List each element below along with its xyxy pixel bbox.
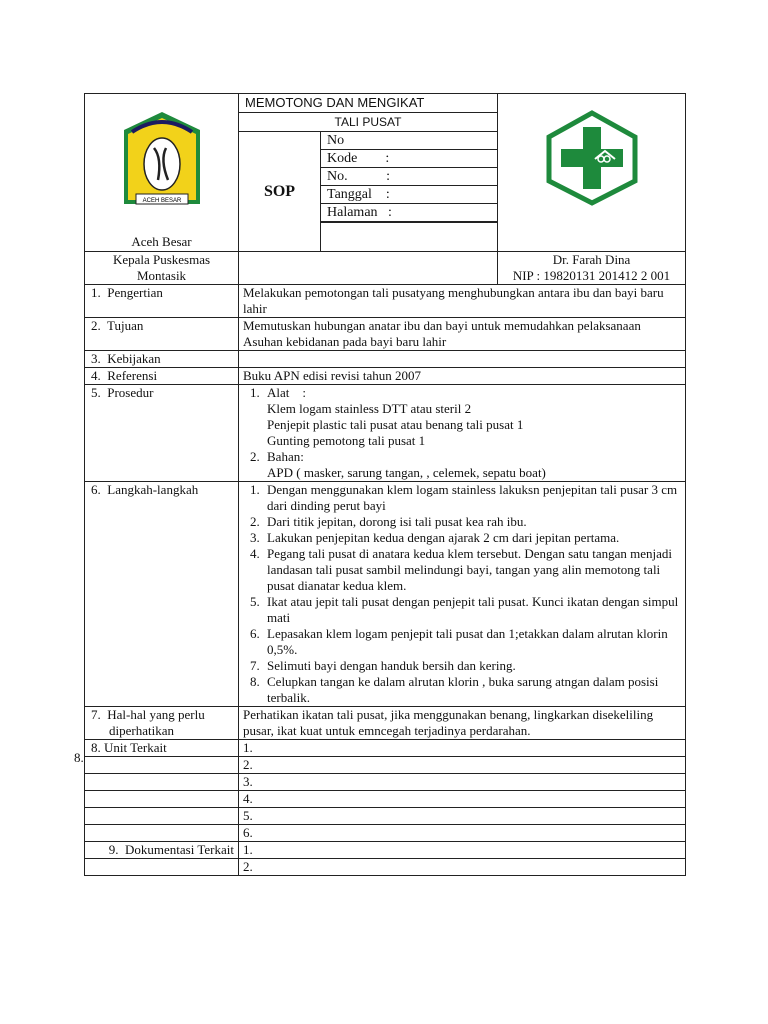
text-prosedur xyxy=(239,385,686,482)
signature-row xyxy=(85,252,686,285)
label-langkah: 6. Langkah-langkah xyxy=(85,482,239,707)
row-unit xyxy=(85,740,686,757)
meta-halaman: Halaman : xyxy=(321,204,497,222)
text-tujuan: Memutuskan hubungan anatar ibu dan bayi untuk memudahkan pelaksanaan Asuhan kebidanan pada bayi baru lahir xyxy=(239,318,686,351)
list-item: 2. Bahan: APD ( masker, sarung tangan, , celemek, sepatu boat) xyxy=(263,449,681,481)
label-kebijakan: 3. Kebijakan xyxy=(85,351,239,368)
document-title-line2: TALI PUSAT xyxy=(239,113,497,132)
list-item: 5. Ikat atau jepit tali pusat dengan penjepit tali pusat. Kunci ikatan dengan simpul mati xyxy=(263,594,681,626)
text-kebijakan xyxy=(239,351,686,368)
document-title-line1: MEMOTONG DAN MENGIKAT xyxy=(239,94,497,113)
row-dokumentasi xyxy=(85,859,686,876)
list-item: 1. Dengan menggunakan klem logam stainless lakuksn penjepitan tali pusar 3 cm dari dinding perut bayi xyxy=(263,482,681,514)
row-unit xyxy=(85,791,686,808)
signature-name: Dr. Farah Dina NIP : 19820131 201412 2 001 xyxy=(498,252,686,285)
list-item: 6. xyxy=(239,825,686,842)
header-row xyxy=(85,94,686,252)
row-unit xyxy=(85,757,686,774)
org-region: Aceh Besar xyxy=(131,234,192,249)
region-logo-cell xyxy=(85,94,239,252)
logo-caption: ACEH BESAR xyxy=(142,198,182,204)
meta-fields xyxy=(321,132,497,251)
list-item: 1. xyxy=(239,740,686,757)
list-item: 1. Alat : Klem logam stainless DTT atau steril 2 Penjepit plastic tali pusat atau benang tali pusat 1 Gunting pemotong tali pusat 1 xyxy=(263,385,681,449)
row-unit xyxy=(85,774,686,791)
list-item: 4. xyxy=(239,791,686,808)
meta-no2: No. : xyxy=(321,168,497,186)
list-item: 2. xyxy=(239,757,686,774)
puskesmas-logo-cell xyxy=(498,94,686,252)
alat-item: Penjepit plastic tali pusat atau benang tali pusat 1 xyxy=(267,417,524,432)
label-unit: 8. Unit Terkait xyxy=(85,740,239,757)
meta-no: No xyxy=(321,132,497,150)
alat-item: Gunting pemotong tali pusat 1 xyxy=(267,433,426,448)
list-item: 3. xyxy=(239,774,686,791)
meta-kode: Kode : xyxy=(321,150,497,168)
list-item: 4. Pegang tali pusat di anatara kedua klem tersebut. Dengan satu tangan menjadi landasan tali pusat sambil melindungi bayi, tangan yang alin memotong tali pusat dianatar kedua klem. xyxy=(263,546,681,594)
side-number: 8. xyxy=(74,750,84,765)
meta-tanggal: Tanggal : xyxy=(321,186,497,204)
alat-item: Klem logam stainless DTT atau steril 2 xyxy=(267,401,472,416)
list-item: 3. Lakukan penjepitan kedua dengan ajarak 2 cm dari jepitan pertama. xyxy=(263,530,681,546)
row-kebijakan xyxy=(85,351,686,368)
list-item: 5. xyxy=(239,808,686,825)
list-item: 1. xyxy=(239,842,686,859)
signature-role: Kepala Puskesmas Montasik xyxy=(85,252,239,285)
puskesmas-logo-icon xyxy=(543,109,641,207)
row-dokumentasi xyxy=(85,842,686,859)
text-referensi: Buku APN edisi revisi tahun 2007 xyxy=(239,368,686,385)
text-hal: Perhatikan ikatan tali pusat, jika menggunakan benang, lingkarkan disekeliling pusar, ikat kuat untuk emncegah terjadinya perdarahan. xyxy=(239,707,686,740)
row-prosedur xyxy=(85,385,686,482)
row-tujuan xyxy=(85,318,686,351)
langkah-list xyxy=(243,482,681,706)
bahan-item: APD ( masker, sarung tangan, , celemek, sepatu boat) xyxy=(267,465,546,480)
row-referensi xyxy=(85,368,686,385)
text-langkah xyxy=(239,482,686,707)
list-item: 2. Dari titik jepitan, dorong isi tali pusat kea rah ibu. xyxy=(263,514,681,530)
title-block xyxy=(239,94,498,252)
row-unit xyxy=(85,808,686,825)
list-item: 7. Selimuti bayi dengan handuk bersih dan kering. xyxy=(263,658,681,674)
label-hal: 7. Hal-hal yang perlu diperhatikan xyxy=(85,707,239,740)
list-item: 6. Lepasakan klem logam penjepit tali pusat dan 1;etakkan dalam alrutan klorin 0,5%. xyxy=(263,626,681,658)
sop-document xyxy=(84,93,685,876)
label-referensi: 4. Referensi xyxy=(85,368,239,385)
label-dokumentasi: 9. Dokumentasi Terkait xyxy=(85,842,239,859)
row-pengertian xyxy=(85,285,686,318)
row-langkah xyxy=(85,482,686,707)
sop-label: SOP xyxy=(239,132,321,251)
label-prosedur: 5. Prosedur xyxy=(85,385,239,482)
text-pengertian: Melakukan pemotongan tali pusatyang menghubungkan antara ibu dan bayi baru lahir xyxy=(239,285,686,318)
sop-table xyxy=(84,93,686,876)
list-item: 2. xyxy=(239,859,686,876)
row-hal xyxy=(85,707,686,740)
label-pengertian: 1. Pengertian xyxy=(85,285,239,318)
aceh-besar-logo-icon xyxy=(122,108,202,218)
list-item: 8. Celupkan tangan ke dalam alrutan klorin , buka sarung atngan dalam posisi terbalik. xyxy=(263,674,681,706)
label-tujuan: 2. Tujuan xyxy=(85,318,239,351)
row-unit xyxy=(85,825,686,842)
prosedur-list xyxy=(243,385,681,481)
